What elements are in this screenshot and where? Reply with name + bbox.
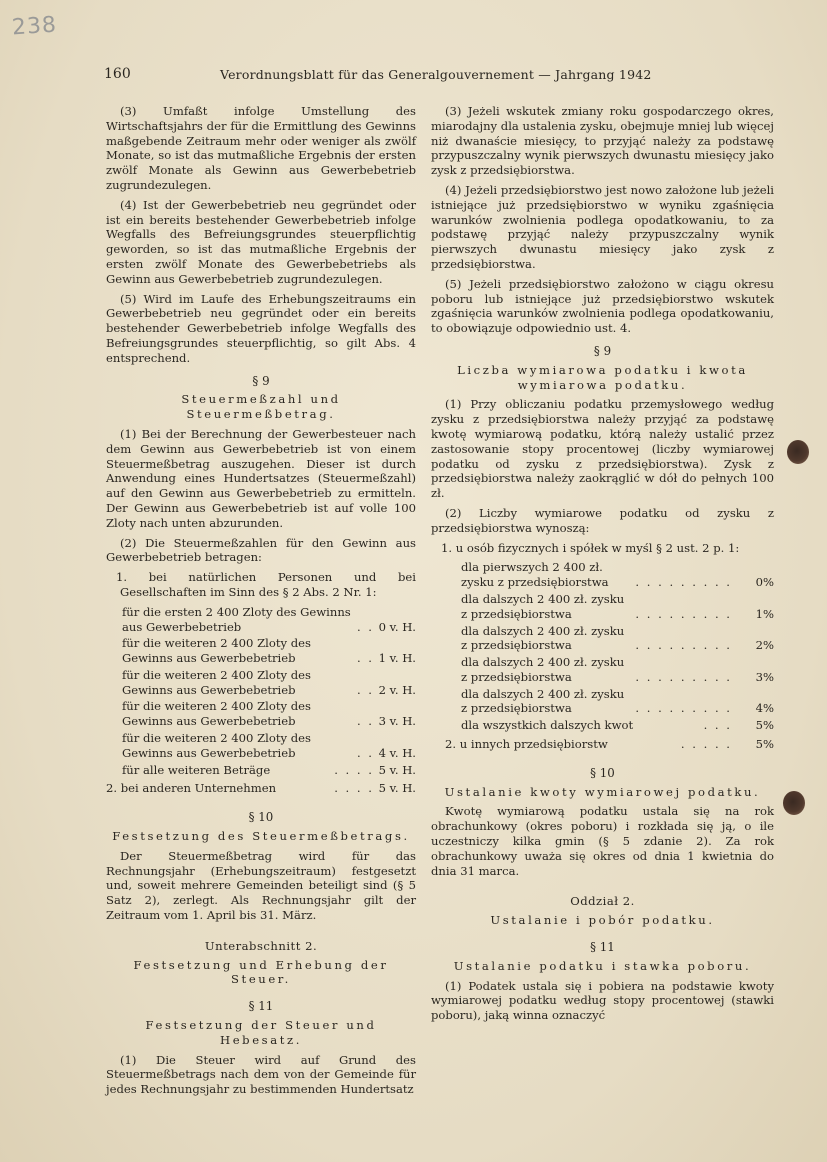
paragraph: Der Steuermeßbetrag wird für das Rechnungsjahr (Erhebungszeitraum) festgesetzt und, soweit mehrere Gemeinden beteiligt sind (§ 5 Satz 2), zerlegt. Als Rechnungsjahr gilt der Zeitraum vom 1. April bis 31. März. — [106, 848, 416, 923]
rate-label: 2. bei anderen Unternehmen — [106, 781, 277, 796]
section-number: § 9 — [593, 343, 612, 358]
rate-label: für die weiteren 2 400 Zloty des Gewinns aus Gewerbebetrieb — [122, 699, 311, 729]
paragraph: (1) Przy obliczaniu podatku przemysłowego według zysku z przedsiębiorstwa należy przyjąć za podstawę kwotę wymiarową podatku, którą należy ustalić przez zastosowanie stopy procentowej (liczby wymiarowej podatku od zysku z przedsiębiorstwa). Zysk z przedsiębiorstwa należy zaokrąglić w dół do pełnych 100 zł. — [431, 397, 774, 501]
rate-row — [461, 655, 774, 685]
rate-label: für die weiteren 2 400 Zloty des Gewinns aus Gewerbebetrieb — [122, 667, 311, 697]
column-german — [106, 104, 416, 1102]
paragraph: (5) Wird im Laufe des Erhebungszeitraums ein Gewerbebetrieb neu gegründet oder ein bereits bestehender Gewerbebetrieb infolge Wegfalls des Befreiungsgrundes steuerpflichtig, so gilt Abs. 4 entsprechend. — [106, 291, 416, 365]
subdivision-heading: Oddział 2. — [570, 894, 635, 909]
paragraph: (1) Podatek ustala się i pobiera na podstawie kwoty wymiarowej podatku według stopy procentowej (stawki poboru), jaką winna oznaczyć — [431, 978, 774, 1023]
rate-label: dla dalszych 2 400 zł. zysku z przedsiębiorstwa — [461, 686, 625, 716]
leader-dots: . . — [356, 714, 374, 729]
list-item: 1. u osób fizycznych i spółek w myśl § 2 ust. 2 p. 1: — [441, 540, 740, 555]
rate-row — [122, 731, 416, 761]
paragraph: (2) Die Steuermeßzahlen für den Gewinn aus Gewerbebetrieb betragen: — [106, 535, 416, 565]
rate-value: 5% — [755, 737, 774, 752]
rate-value: 5 v. H. — [378, 781, 416, 796]
section-title: Liczba wymiarowa podatku i kwota wymiarowa podatku. — [457, 362, 748, 392]
subdivision-title: Ustalanie i pobór podatku. — [490, 913, 715, 928]
rate-row — [461, 592, 774, 622]
pencil-margin-note: 238 — [11, 12, 58, 41]
rate-row — [461, 718, 774, 733]
punch-hole-icon — [783, 791, 805, 815]
section-title: Steuermeßzahl und Steuermeßbetrag. — [181, 392, 341, 422]
running-title: Verordnungsblatt für das Generalgouvernement — Jahrgang 1942 — [220, 67, 652, 82]
rate-label: dla dalszych 2 400 zł. zysku z przedsiębiorstwa — [461, 655, 625, 684]
section-number: § 11 — [590, 940, 615, 955]
paragraph: (5) Jeżeli przedsiębiorstwo założono w ciągu okresu poboru lub istniejące już przedsiębiorstwo wskutek zgaśnięcia warunków zwolnienia podlega opodatkowaniu, to obowiązuje odpowiednio ust. 4. — [431, 276, 774, 336]
leader-dots: . . . . . . . . . — [635, 575, 732, 590]
section-number: § 10 — [590, 765, 615, 780]
rate-table — [106, 605, 416, 797]
paragraph: (2) Liczby wymiarowe podatku od zysku z przedsiębiorstwa wynoszą: — [431, 505, 774, 535]
rate-value: 1% — [755, 606, 774, 621]
paragraph: Kwotę wymiarową podatku ustala się na rok obrachunkowy (okres poboru) i rozkłada się ją, o ile uczestniczy kilka gmin (§ 5 zdanie 2). Za rok obrachunkowy uważa się okres od dnia 1 kwietnia do dnia 31 marca. — [431, 804, 774, 878]
section-title: Ustalanie kwoty wymiarowej podatku. — [444, 784, 761, 799]
rate-label: 2. u innych przedsiębiorstw — [445, 737, 608, 752]
leader-dots: . . . . . . . . . — [635, 669, 732, 684]
rate-row — [122, 699, 416, 729]
section-title: Festsetzung des Steuermeßbetrags. — [112, 829, 410, 844]
rate-row — [445, 737, 774, 752]
leader-dots: . . . . . . . . . — [635, 638, 732, 653]
rate-value: 1 v. H. — [378, 651, 416, 666]
rate-row — [122, 636, 416, 666]
leader-dots: . . . . — [334, 781, 374, 796]
rate-row — [461, 687, 774, 717]
subdivision-heading: Unterabschnitt 2. — [204, 938, 318, 953]
paragraph: (4) Ist der Gewerbebetrieb neu gegründet oder ist ein bereits bestehender Gewerbebetrieb infolge Wegfalls des Befreiungsgrundes steuerpflichtig geworden, so ist das mutmaßliche Ergebnis der ersten zwölf Monate des Gewerbebetriebs als Gewinn aus Gewerbebetrieb zugrundezulegen. — [106, 197, 416, 286]
rate-row — [122, 605, 416, 635]
paragraph: (4) Jeżeli przedsiębiorstwo jest nowo założone lub jeżeli istniejące już przedsiębiorstwo w wyniku zgaśnięcia warunków zwolnienia podlega opodatkowaniu, to za podstawę przyjąć należy przypuszczalny wynik pierwszych dwunastu miesięcy jako zysk z przedsiębiorstwa. — [431, 182, 774, 271]
rate-row — [461, 624, 774, 654]
leader-dots: . . — [356, 651, 374, 666]
rate-value: 4 v. H. — [378, 745, 416, 760]
section-number: § 9 — [252, 373, 270, 388]
rate-label: für die ersten 2 400 Zloty des Gewinns aus Gewerbebetrieb — [122, 604, 351, 634]
rate-value: 0% — [755, 575, 774, 590]
section-title: Festsetzung der Steuer und Hebesatz. — [145, 1018, 377, 1047]
rate-value: 0 v. H. — [378, 619, 416, 634]
rate-value: 3% — [755, 669, 774, 684]
leader-dots: . . — [356, 619, 374, 634]
paragraph: (3) Umfaßt infolge Umstellung des Wirtschaftsjahrs der für die Ermittlung des Gewinns maßgebende Zeitraum mehr oder weniger als zwölf Monate, so ist das mutmaßliche Ergebnis der ersten zwölf Monate als Gewinn aus Gewerbebetrieb zugrundezulegen. — [106, 104, 416, 192]
rate-label: für alle weiteren Beträge — [122, 762, 271, 777]
rate-label: dla wszystkich dalszych kwot — [461, 718, 634, 733]
paragraph: (3) Jeżeli wskutek zmiany roku gospodarczego okres, miarodajny dla ustalenia zysku, obejmuje mniej lub więcej niż dwanaście miesięcy, to przyjąć należy za podstawę przypuszczalny wynik pierwszych dwunastu miesięcy jako zysk z przedsiębiorstwa. — [431, 104, 774, 178]
page-number: 160 — [104, 66, 131, 82]
leader-dots: . . . . — [334, 762, 374, 777]
paragraph: (1) Bei der Berechnung der Gewerbesteuer nach dem Gewinn aus Gewerbebetrieb ist von einem Steuermeßbetrag auszugehen. Dieser ist durch Anwendung eines Hundertsatzes (Steuermeßzahl) auf den Gewinn aus Gewerbebetrieb zu ermitteln. Der Gewinn aus Gewerbebetrieb ist auf volle 100 Zloty nach unten abzurunden. — [106, 426, 416, 530]
section-number: § 10 — [248, 810, 274, 825]
rate-label: für die weiteren 2 400 Zloty des Gewinns aus Gewerbebetrieb — [122, 636, 311, 666]
rate-row — [122, 668, 416, 698]
leader-dots: . . . — [703, 718, 732, 733]
rate-row — [461, 560, 774, 590]
leader-dots: . . . . . . . . . — [635, 701, 732, 716]
paragraph: (1) Die Steuer wird auf Grund des Steuermeßbetrags nach dem von der Gemeinde für jedes Rechnungsjahr zu bestimmenden Hundertsatz — [106, 1052, 416, 1097]
list-item: 1. bei natürlichen Personen und bei Gesellschaften im Sinn des § 2 Abs. 2 Nr. 1: — [116, 570, 416, 599]
rate-value: 3 v. H. — [378, 714, 416, 729]
subdivision-title: Festsetzung und Erhebung der Steuer. — [133, 957, 389, 987]
column-polish — [431, 104, 774, 1028]
section-title: Ustalanie podatku i stawka poboru. — [453, 958, 752, 973]
section-number: § 11 — [248, 999, 274, 1014]
rate-row — [106, 781, 416, 796]
rate-label: dla dalszych 2 400 zł. zysku z przedsiębiorstwa — [461, 623, 625, 653]
rate-row — [122, 763, 416, 778]
rate-value: 5% — [755, 718, 774, 733]
leader-dots: . . . . . . . . . — [635, 606, 732, 621]
rate-value: 2 v. H. — [378, 682, 416, 697]
rate-label: für die weiteren 2 400 Zloty des Gewinns aus Gewerbebetrieb — [122, 731, 311, 760]
punch-hole-icon — [787, 440, 809, 464]
rate-table — [431, 560, 774, 752]
leader-dots: . . — [356, 745, 374, 760]
rate-value: 4% — [755, 701, 774, 716]
rate-value: 2% — [755, 638, 774, 653]
leader-dots: . . — [356, 682, 374, 697]
leader-dots: . . . . . — [680, 737, 732, 752]
rate-label: dla pierwszych 2 400 zł. zysku z przedsiębiorstwa — [461, 560, 609, 590]
rate-value: 5 v. H. — [378, 762, 416, 777]
rate-label: dla dalszych 2 400 zł. zysku z przedsiębiorstwa — [461, 591, 625, 621]
